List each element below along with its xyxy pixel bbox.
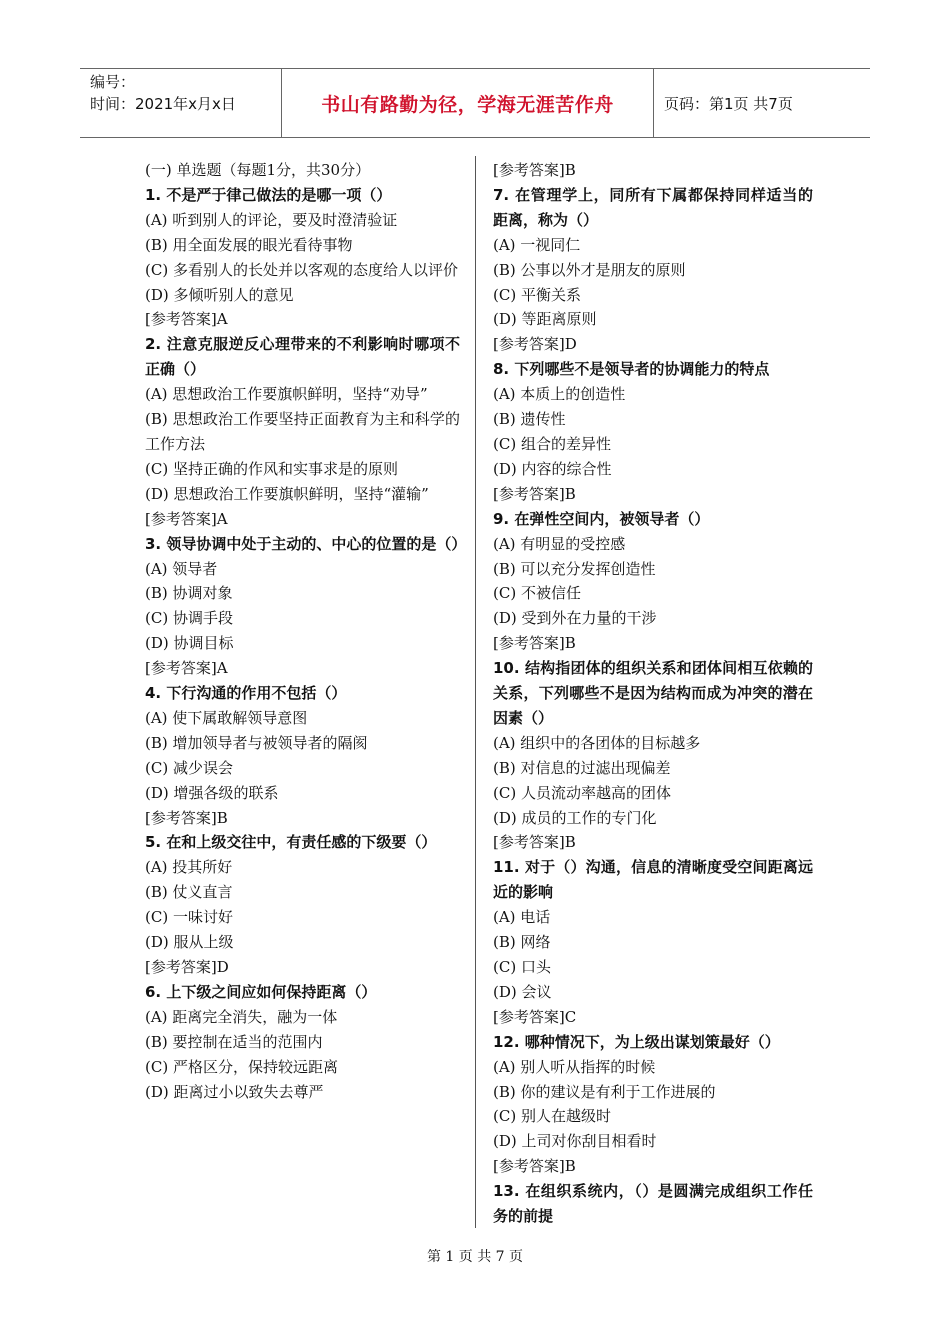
question-text: 6. 上下级之间应如何保持距离（） <box>145 982 377 1001</box>
option: (A) 组织中的各团体的目标越多 <box>493 733 701 752</box>
option: (B) 用全面发展的眼光看待事物 <box>145 235 353 254</box>
motto: 书山有路勤为径，学海无涯苦作舟 <box>282 69 654 137</box>
answer: [参考答案]B <box>493 161 576 179</box>
option: (C) 平衡关系 <box>493 285 581 304</box>
option: (C) 组合的差异性 <box>493 434 611 453</box>
answer: [参考答案]B <box>493 484 576 503</box>
option: (C) 别人在越级时 <box>493 1107 611 1126</box>
option: (A) 一视同仁 <box>493 235 581 254</box>
option: (B) 思想政治工作要坚持正面教育为主和科学的工作方法 <box>145 410 460 453</box>
option: (B) 你的建议是有利于工作进展的 <box>493 1082 716 1101</box>
option: (B) 遗传性 <box>493 410 566 429</box>
option: (A) 使下属敢解领导意图 <box>145 708 308 727</box>
option: (C) 坚持正确的作风和实事求是的原则 <box>145 459 398 478</box>
option: (D) 上司对你刮目相看时 <box>493 1132 657 1151</box>
option: (B) 仗义直言 <box>145 883 233 902</box>
option: (B) 要控制在适当的范围内 <box>145 1032 323 1051</box>
question-text: 2. 注意克服逆反心理带来的不利影响时哪项不正确（） <box>145 335 460 379</box>
question-text: 5. 在和上级交往中，有责任感的下级要（） <box>145 833 437 852</box>
option: (A) 电话 <box>493 908 551 927</box>
question-text: 13. 在组织系统内，（）是圆满完成组织工作任务的前提 <box>493 1182 813 1226</box>
date-label: 时间：2021年x月x日 <box>90 95 236 113</box>
option: (B) 可以充分发挥创造性 <box>493 559 656 578</box>
option: (D) 会议 <box>493 982 552 1001</box>
option: (A) 投其所好 <box>145 858 233 877</box>
question-text: 7. 在管理学上，同所有下属都保持同样适当的距离，称为（） <box>493 185 813 229</box>
option: (A) 听到别人的评论，要及时澄清验证 <box>145 210 398 229</box>
option: (C) 严格区分，保持较远距离 <box>145 1057 338 1076</box>
answer: [参考答案]D <box>145 958 229 976</box>
option: (C) 协调手段 <box>145 609 233 628</box>
question-text: 11. 对于（）沟通，信息的清晰度受空间距离远近的影响 <box>493 858 813 902</box>
option: (D) 思想政治工作要旗帜鲜明，坚持“灌输” <box>145 484 429 503</box>
question-text: 10. 结构指团体的组织关系和团体间相互依赖的关系，下列哪些不是因为结构而成为冲突的潜在因素（） <box>493 659 813 727</box>
option: (A) 别人听从指挥的时候 <box>493 1057 656 1076</box>
option: (C) 多看别人的长处并以客观的态度给人以评价 <box>145 260 458 279</box>
answer: [参考答案]A <box>145 310 228 329</box>
option: (B) 网络 <box>493 933 551 952</box>
page-label: 页码：第1页 共7页 <box>664 94 793 113</box>
column-divider <box>475 156 476 1228</box>
page-footer: 第 1 页 共 7 页 <box>426 1249 524 1265</box>
answer: [参考答案]B <box>493 634 576 653</box>
option: (A) 本质上的创造性 <box>493 385 626 404</box>
left-column <box>145 158 467 1104</box>
option: (D) 受到外在力量的干涉 <box>493 609 657 628</box>
option: (D) 增强各级的联系 <box>145 783 279 802</box>
option: (B) 对信息的过滤出现偏差 <box>493 758 671 777</box>
answer: [参考答案]A <box>145 509 228 528</box>
option: (B) 增加领导者与被领导者的隔阂 <box>145 733 368 752</box>
header-meta <box>80 69 282 137</box>
option: (C) 减少误会 <box>145 758 233 777</box>
question-text: 4. 下行沟通的作用不包括（） <box>145 684 347 703</box>
option: (D) 成员的工作的专门化 <box>493 808 657 827</box>
option: (A) 距离完全消失，融为一体 <box>145 1007 338 1026</box>
option: (A) 领导者 <box>145 559 218 578</box>
right-column <box>493 158 813 1229</box>
option: (D) 内容的综合性 <box>493 459 612 478</box>
option: (A) 思想政治工作要旗帜鲜明，坚持“劝导” <box>145 385 428 404</box>
answer: [参考答案]B <box>145 808 228 827</box>
option: (D) 等距离原则 <box>493 310 597 329</box>
question-text: 1. 不是严于律己做法的是哪一项（） <box>145 185 392 204</box>
option: (D) 距离过小以致失去尊严 <box>145 1082 324 1101</box>
answer: [参考答案]B <box>493 833 576 852</box>
question-text: 12. 哪种情况下，为上级出谋划策最好（） <box>493 1032 780 1051</box>
question-text: 8. 下列哪些不是领导者的协调能力的特点 <box>493 360 770 379</box>
option: (C) 一味讨好 <box>145 908 233 927</box>
page-header <box>80 68 870 138</box>
option: (A) 有明显的受控感 <box>493 534 626 553</box>
option: (D) 多倾听别人的意见 <box>145 285 294 304</box>
option: (D) 协调目标 <box>145 634 234 653</box>
option: (C) 口头 <box>493 958 551 976</box>
answer: [参考答案]B <box>493 1157 576 1176</box>
answer: [参考答案]A <box>145 659 228 678</box>
option: (D) 服从上级 <box>145 933 234 952</box>
option: (B) 协调对象 <box>145 584 233 603</box>
answer: [参考答案]C <box>493 1007 577 1026</box>
option: (B) 公事以外才是朋友的原则 <box>493 260 686 279</box>
option: (C) 不被信任 <box>493 584 581 603</box>
answer: [参考答案]D <box>493 335 577 354</box>
section-title: (一) 单选题（每题1分，共30分） <box>145 161 371 179</box>
question-text: 9. 在弹性空间内，被领导者（） <box>493 509 710 528</box>
number-label: 编号： <box>90 73 136 91</box>
option: (C) 人员流动率越高的团体 <box>493 783 671 802</box>
question-text: 3. 领导协调中处于主动的、中心的位置的是（） <box>145 534 467 553</box>
